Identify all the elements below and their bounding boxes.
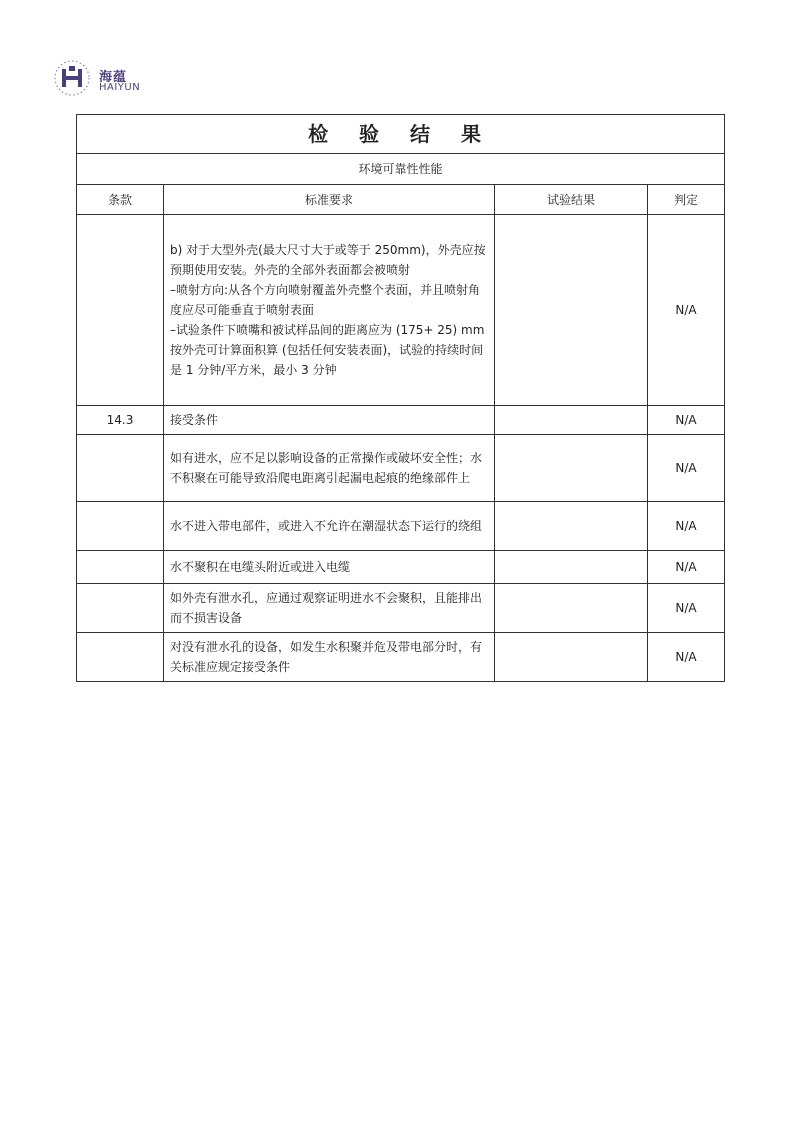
result-cell (495, 551, 648, 584)
requirement-cell (164, 584, 495, 633)
requirement-line: 如有进水，应不足以影响设备的正常操作或破坏安全性；水不积聚在可能导致沿爬电距离引起漏电起痕的绝缘部件上 (170, 451, 483, 485)
table-row (77, 633, 725, 682)
verdict-cell: N/A (648, 633, 725, 682)
requirement-cell (164, 551, 495, 584)
clause-cell (77, 502, 164, 551)
requirement-cell (164, 633, 495, 682)
table-row (77, 215, 725, 406)
verdict-cell: N/A (648, 435, 725, 502)
logo-english-name: HAIYUN (99, 82, 141, 93)
result-cell (495, 633, 648, 682)
table-title: 检 验 结 果 (77, 115, 725, 154)
requirement-line: 接受条件 (170, 413, 219, 427)
header-clause: 条款 (77, 185, 164, 215)
clause-cell (77, 435, 164, 502)
table-row (77, 406, 725, 435)
clause-cell (77, 584, 164, 633)
result-cell (495, 435, 648, 502)
requirement-line: 按外壳可计算面积算 (包括任何安装表面)，试验的持续时间是 1 分钟/平方米，最小 3 分钟 (170, 343, 484, 377)
requirement-line: 对没有泄水孔的设备，如发生水积聚并危及带电部分时，有关标准应规定接受条件 (170, 640, 483, 674)
header-requirement: 标准要求 (164, 185, 495, 215)
table-row (77, 584, 725, 633)
header-result: 试验结果 (495, 185, 648, 215)
requirement-line: 如外壳有泄水孔，应通过观察证明进水不会聚积，且能排出而不损害设备 (170, 591, 483, 625)
result-cell (495, 584, 648, 633)
requirement-cell (164, 502, 495, 551)
inspection-result-table (76, 114, 725, 682)
result-cell (495, 406, 648, 435)
verdict-cell: N/A (648, 215, 725, 406)
table-row (77, 551, 725, 584)
requirement-cell (164, 215, 495, 406)
clause-cell (77, 551, 164, 584)
logo-chinese-name: 海蕴 (99, 70, 128, 85)
company-logo (52, 58, 162, 102)
clause-cell (77, 633, 164, 682)
clause-cell: 14.3 (77, 406, 164, 435)
verdict-cell: N/A (648, 551, 725, 584)
requirement-line: –试验条件下喷嘴和被试样品间的距离应为 (175+ 25) mm (170, 323, 485, 337)
header-row (77, 185, 725, 215)
header-verdict: 判定 (648, 185, 725, 215)
verdict-cell: N/A (648, 406, 725, 435)
verdict-cell: N/A (648, 584, 725, 633)
clause-cell (77, 215, 164, 406)
result-cell (495, 215, 648, 406)
requirement-line: –喷射方向:从各个方向喷射覆盖外壳整个表面，并且喷射角度应尽可能垂直于喷射表面 (170, 283, 481, 317)
section-title: 环境可靠性性能 (77, 154, 725, 185)
table-row (77, 502, 725, 551)
requirement-line: 水不聚积在电缆头附近或进入电缆 (170, 560, 351, 574)
result-cell (495, 502, 648, 551)
requirement-line: 水不进入带电部件，或进入不允许在潮湿状态下运行的绕组 (170, 519, 483, 533)
verdict-cell: N/A (648, 502, 725, 551)
requirement-line: b) 对于大型外壳(最大尺寸大于或等于 250mm)，外壳应按预期使用安装。外壳的全部外表面都会被喷射 (170, 243, 486, 277)
haiyun-logo-icon (52, 58, 92, 98)
requirement-cell (164, 406, 495, 435)
requirement-cell (164, 435, 495, 502)
table-row (77, 435, 725, 502)
